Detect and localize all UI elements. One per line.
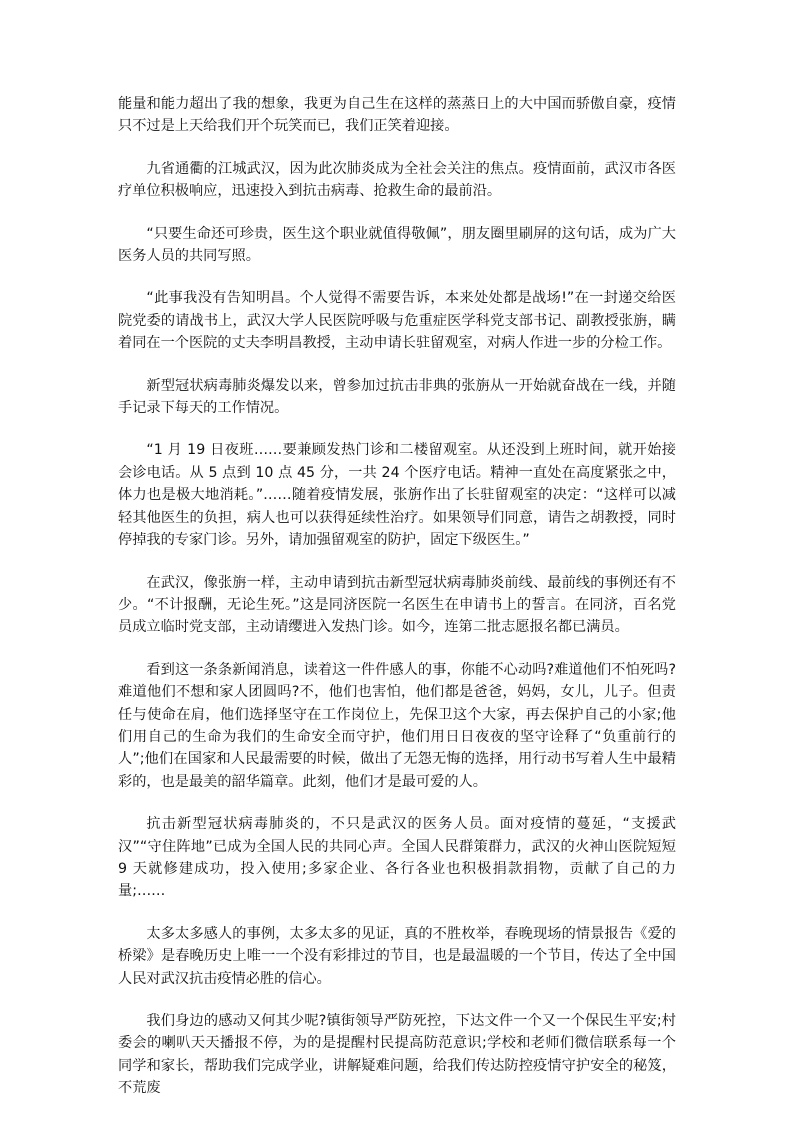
paragraph: 新型冠状病毒肺炎爆发以来，曾参加过抗击非典的张旃从一开始就奋战在一线，并随手记录下每天的工作情况。 [118,377,676,417]
paragraph: 在武汉，像张旃一样，主动申请到抗击新型冠状病毒肺炎前线、最前线的事例还有不少。“不计报酬，无论生死。”这是同济医院一名医生在申请书上的誓言。在同济，百名党员成立临时党支部，主动请缨进入发热门诊。如今，连第二批志愿报名都已满员。 [118,574,676,636]
paragraph: 我们身边的感动又何其少呢?镇街领导严防死控，下达文件一个又一个保民生平安;村委会的喇叭天天播报不停，为的是提醒村民提高防范意识;学校和老师们微信联系每一个同学和家长，帮助我们完成学业，讲解疑难问题，给我们传达防控疫情守护安全的秘笈，不荒废 [118,1013,676,1097]
paragraph: 太多太多感人的事例，太多太多的见证，真的不胜枚举，春晚现场的情景报告《爱的桥梁》是春晚历史上唯一一个没有彩排过的节目，也是最温暖的一个节目，传达了全中国人民对武汉抗击疫情必胜的信心。 [118,925,676,987]
document-body [118,93,676,1120]
paragraph: “只要生命还可珍贵，医生这个职业就值得敬佩”，朋友圈里刷屏的这句话，成为广大医务人员的共同写照。 [118,225,676,265]
paragraph: 九省通衢的江城武汉，因为此次肺炎成为全社会关注的焦点。疫情面前，武汉市各医疗单位积极响应，迅速投入到抗击病毒、抢救生命的最前沿。 [118,160,676,200]
paragraph: 看到这一条条新闻消息，读着这一件件感人的事，你能不心动吗?难道他们不怕死吗?难道他们不想和家人团圆吗?不，他们也害怕，他们都是爸爸，妈妈，女儿，儿子。但责任与使命在肩，他们选择坚守在工作岗位上，先保卫这个大家，再去保护自己的小家;他们用自己的生命为我们的生命安全而守护，他们用日日夜夜的坚守诠释了“负重前行的人”;他们在国家和人民最需要的时候，做出了无怨无悔的选择，用行动书写着人生中最精彩的，也是最美的韶华篇章。此刻，他们才是最可爱的人。 [118,661,676,790]
paragraph: “此事我没有告知明昌。个人觉得不需要告诉，本来处处都是战场!”在一封递交给医院党委的请战书上，武汉大学人民医院呼吸与危重症医学科党支部书记、副教授张旃，瞒着同在一个医院的丈夫李明昌教授，主动申请长驻留观室，对病人作进一步的分检工作。 [118,290,676,352]
paragraph: “1 月 19 日夜班……要兼顾发热门诊和二楼留观室。从还没到上班时间，就开始接会诊电话。从 5 点到 10 点 45 分，一共 24 个医疗电话。精神一直处在高度紧张之中，体力也是极大地消耗。”……随着疫情发展，张旃作出了长驻留观室的决定：“这样可以减轻其他医生的负担，病人也可以获得延续性治疗。如果领导们同意，请告之胡教授，同时停掉我的专家门诊。另外，请加强留观室的防护，固定下级医生。” [118,442,676,549]
paragraph: 抗击新型冠状病毒肺炎的，不只是武汉的医务人员。面对疫情的蔓延，“支援武汉”“守住阵地”已成为全国人民的共同心声。全国人民群策群力，武汉的火神山医院短短 9 天就修建成功，投入使用;多家企业、各行各业也积极捐款捐物，贡献了自己的力量;…… [118,816,676,900]
paragraph: 能量和能力超出了我的想象，我更为自己生在这样的蒸蒸日上的大中国而骄傲自豪，疫情只不过是上天给我们开个玩笑而已，我们正笑着迎接。 [118,96,676,135]
